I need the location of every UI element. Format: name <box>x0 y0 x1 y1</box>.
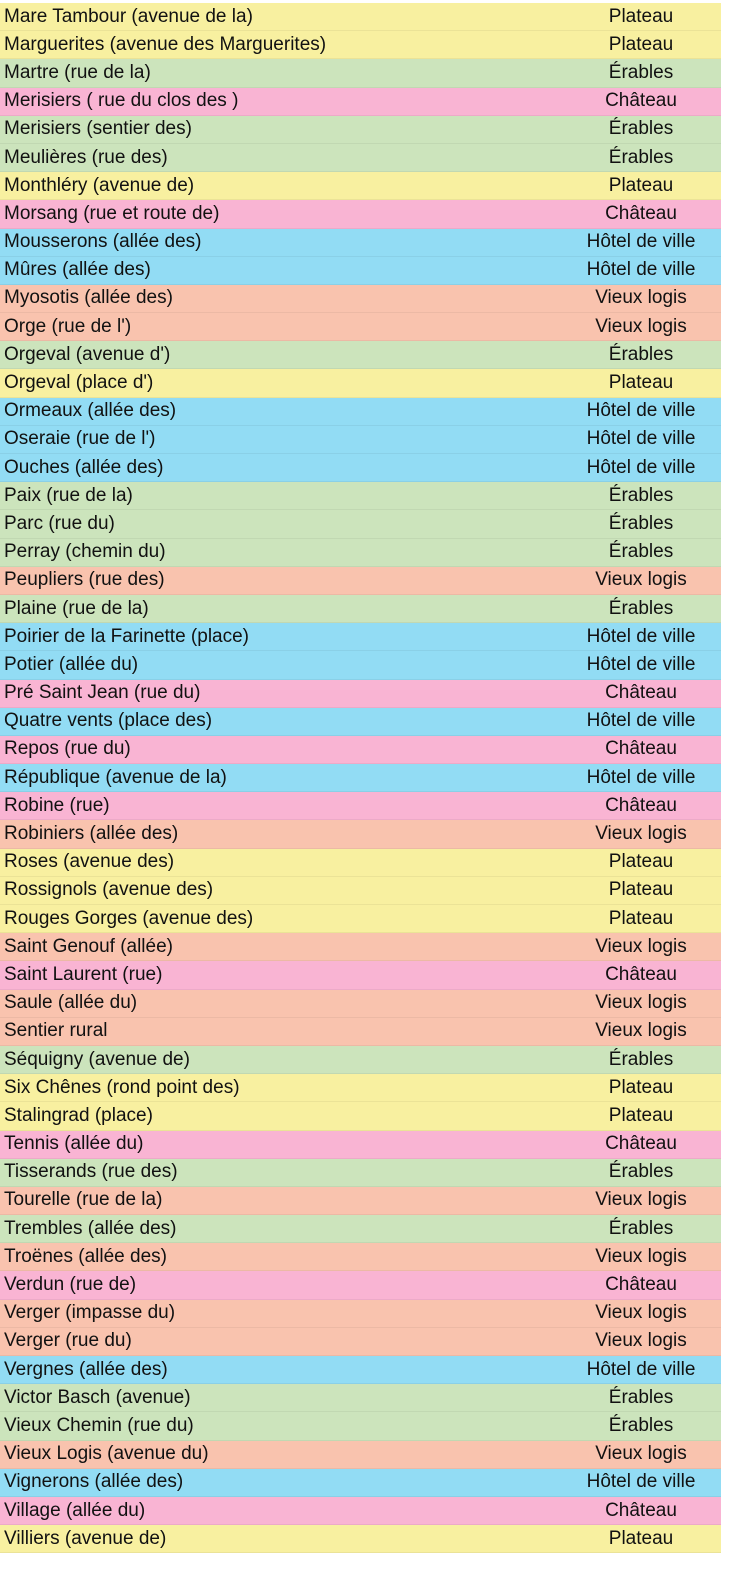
table-row <box>0 1497 721 1525</box>
district-cell: Vieux logis <box>595 823 687 845</box>
street-name-cell: Tennis (allée du) <box>4 1133 144 1155</box>
district-cell: Vieux logis <box>595 1443 687 1465</box>
table-row <box>0 454 721 482</box>
street-name-cell: Orgeval (avenue d') <box>4 343 171 365</box>
district-cell: Érables <box>608 512 674 534</box>
district-cell: Vieux logis <box>595 287 687 309</box>
table-row <box>0 285 721 313</box>
table-row <box>0 567 721 595</box>
district-cell: Plateau <box>608 907 674 929</box>
table-row <box>0 1356 721 1384</box>
table-row <box>0 792 721 820</box>
street-name-cell: Six Chênes (rond point des) <box>4 1076 240 1098</box>
street-name-cell: Ormeaux (allée des) <box>4 400 177 422</box>
district-cell: Hôtel de ville <box>586 653 696 675</box>
table-row <box>0 3 721 31</box>
street-name-cell: Orge (rue de l') <box>4 315 132 337</box>
table-row <box>0 1469 721 1497</box>
street-name-cell: Morsang (rue et route de) <box>4 202 220 224</box>
table-row <box>0 1215 721 1243</box>
street-name-cell: Villiers (avenue de) <box>4 1527 167 1549</box>
street-name-cell: Saint Genouf (allée) <box>4 935 173 957</box>
table-row <box>0 31 721 59</box>
street-name-cell: Rossignols (avenue des) <box>4 879 214 901</box>
table-row <box>0 398 721 426</box>
street-name-cell: Roses (avenue des) <box>4 851 175 873</box>
district-cell: Érables <box>608 1386 674 1408</box>
district-cell: Érables <box>608 118 674 140</box>
district-cell: Érables <box>608 61 674 83</box>
district-cell: Érables <box>608 597 674 619</box>
district-cell: Plateau <box>608 1076 674 1098</box>
street-district-table <box>0 3 721 1553</box>
table-row <box>0 539 721 567</box>
district-cell: Vieux logis <box>595 1020 687 1042</box>
table-row <box>0 1159 721 1187</box>
district-cell: Hôtel de ville <box>586 710 696 732</box>
table-row <box>0 680 721 708</box>
district-cell: Érables <box>608 146 674 168</box>
district-cell: Érables <box>608 343 674 365</box>
street-name-cell: Tisserands (rue des) <box>4 1161 178 1183</box>
district-cell: Hôtel de ville <box>586 231 696 253</box>
table-row <box>0 708 721 736</box>
district-cell: Hôtel de ville <box>586 766 696 788</box>
street-name-cell: Verger (rue du) <box>4 1330 132 1352</box>
table-row <box>0 651 721 679</box>
table-row <box>0 1271 721 1299</box>
street-name-cell: Orgeval (place d') <box>4 372 154 394</box>
street-name-cell: Verger (impasse du) <box>4 1302 176 1324</box>
district-cell: Plateau <box>608 33 674 55</box>
district-cell: Château <box>605 682 677 704</box>
street-name-cell: Myosotis (allée des) <box>4 287 173 309</box>
table-row <box>0 200 721 228</box>
street-name-cell: Verdun (rue de) <box>4 1274 137 1296</box>
table-row <box>0 849 721 877</box>
table-row <box>0 172 721 200</box>
table-row <box>0 990 721 1018</box>
table-row <box>0 736 721 764</box>
street-name-cell: Potier (allée du) <box>4 653 139 675</box>
table-row <box>0 1243 721 1271</box>
street-name-cell: Merisiers (sentier des) <box>4 118 192 140</box>
district-cell: Plateau <box>608 1104 674 1126</box>
table-row <box>0 1412 721 1440</box>
table-row <box>0 88 721 116</box>
table-row <box>0 764 721 792</box>
table-row <box>0 257 721 285</box>
district-cell: Vieux logis <box>595 935 687 957</box>
street-name-cell: Oseraie (rue de l') <box>4 428 156 450</box>
district-cell: Vieux logis <box>595 1189 687 1211</box>
district-cell: Château <box>605 963 677 985</box>
table-row <box>0 595 721 623</box>
table-row <box>0 229 721 257</box>
street-name-cell: Merisiers ( rue du clos des ) <box>4 90 239 112</box>
district-cell: Vieux logis <box>595 992 687 1014</box>
table-row <box>0 144 721 172</box>
street-name-cell: Rouges Gorges (avenue des) <box>4 907 254 929</box>
table-row <box>0 341 721 369</box>
street-name-cell: Saule (allée du) <box>4 992 138 1014</box>
district-cell: Érables <box>608 541 674 563</box>
street-name-cell: Tourelle (rue de la) <box>4 1189 163 1211</box>
street-name-cell: Mûres (allée des) <box>4 259 151 281</box>
street-name-cell: Marguerites (avenue des Marguerites) <box>4 33 327 55</box>
street-name-cell: Victor Basch (avenue) <box>4 1386 191 1408</box>
street-name-cell: Martre (rue de la) <box>4 61 151 83</box>
street-name-cell: Repos (rue du) <box>4 738 131 760</box>
district-cell: Érables <box>608 1048 674 1070</box>
street-name-cell: Stalingrad (place) <box>4 1104 153 1126</box>
street-name-cell: Vieux Logis (avenue du) <box>4 1443 209 1465</box>
street-name-cell: République (avenue de la) <box>4 766 227 788</box>
table-row <box>0 426 721 454</box>
district-cell: Hôtel de ville <box>586 456 696 478</box>
table-row <box>0 1074 721 1102</box>
table-row <box>0 961 721 989</box>
street-name-cell: Trembles (allée des) <box>4 1217 177 1239</box>
street-name-cell: Saint Laurent (rue) <box>4 963 163 985</box>
street-name-cell: Vergnes (allée des) <box>4 1358 168 1380</box>
street-name-cell: Mare Tambour (avenue de la) <box>4 5 253 27</box>
street-name-cell: Plaine (rue de la) <box>4 597 149 619</box>
street-name-cell: Perray (chemin du) <box>4 541 166 563</box>
district-cell: Château <box>605 90 677 112</box>
street-name-cell: Troënes (allée des) <box>4 1245 167 1267</box>
district-cell: Vieux logis <box>595 569 687 591</box>
table-row <box>0 510 721 538</box>
street-name-cell: Ouches (allée des) <box>4 456 164 478</box>
street-name-cell: Monthléry (avenue de) <box>4 174 195 196</box>
street-name-cell: Robiniers (allée des) <box>4 823 179 845</box>
district-cell: Plateau <box>608 5 674 27</box>
street-name-cell: Poirier de la Farinette (place) <box>4 625 249 647</box>
table-row <box>0 1300 721 1328</box>
district-cell: Érables <box>608 1414 674 1436</box>
table-row <box>0 1018 721 1046</box>
district-cell: Vieux logis <box>595 1245 687 1267</box>
table-row <box>0 905 721 933</box>
district-cell: Vieux logis <box>595 315 687 337</box>
table-row <box>0 1384 721 1412</box>
district-cell: Vieux logis <box>595 1330 687 1352</box>
street-name-cell: Vignerons (allée des) <box>4 1471 184 1493</box>
table-row <box>0 1131 721 1159</box>
district-cell: Plateau <box>608 879 674 901</box>
district-cell: Érables <box>608 1217 674 1239</box>
street-name-cell: Parc (rue du) <box>4 512 115 534</box>
street-name-cell: Robine (rue) <box>4 794 110 816</box>
table-row <box>0 482 721 510</box>
table-row <box>0 1328 721 1356</box>
district-cell: Érables <box>608 484 674 506</box>
table-row <box>0 1046 721 1074</box>
table-row <box>0 369 721 397</box>
table-row <box>0 820 721 848</box>
table-row <box>0 933 721 961</box>
table-row <box>0 1102 721 1130</box>
district-cell: Plateau <box>608 372 674 394</box>
district-cell: Plateau <box>608 1527 674 1549</box>
district-cell: Château <box>605 1133 677 1155</box>
district-cell: Château <box>605 794 677 816</box>
district-cell: Érables <box>608 1161 674 1183</box>
table-row <box>0 313 721 341</box>
street-name-cell: Sentier rural <box>4 1020 108 1042</box>
table-row <box>0 877 721 905</box>
district-cell: Hôtel de ville <box>586 1471 696 1493</box>
street-name-cell: Village (allée du) <box>4 1499 146 1521</box>
district-cell: Plateau <box>608 851 674 873</box>
district-cell: Hôtel de ville <box>586 1358 696 1380</box>
district-cell: Château <box>605 202 677 224</box>
district-cell: Hôtel de ville <box>586 428 696 450</box>
street-name-cell: Mousserons (allée des) <box>4 231 202 253</box>
table-row <box>0 116 721 144</box>
street-name-cell: Paix (rue de la) <box>4 484 133 506</box>
table-row <box>0 623 721 651</box>
district-cell: Château <box>605 1499 677 1521</box>
district-cell: Plateau <box>608 174 674 196</box>
district-cell: Hôtel de ville <box>586 259 696 281</box>
district-cell: Château <box>605 1274 677 1296</box>
street-name-cell: Pré Saint Jean (rue du) <box>4 682 201 704</box>
street-name-cell: Peupliers (rue des) <box>4 569 165 591</box>
table-row <box>0 1525 721 1553</box>
district-cell: Vieux logis <box>595 1302 687 1324</box>
street-name-cell: Séquigny (avenue de) <box>4 1048 190 1070</box>
table-row <box>0 1441 721 1469</box>
street-name-cell: Vieux Chemin (rue du) <box>4 1414 194 1436</box>
table-row <box>0 1187 721 1215</box>
street-name-cell: Quatre vents (place des) <box>4 710 213 732</box>
district-cell: Hôtel de ville <box>586 400 696 422</box>
district-cell: Château <box>605 738 677 760</box>
street-name-cell: Meulières (rue des) <box>4 146 168 168</box>
district-cell: Hôtel de ville <box>586 625 696 647</box>
table-row <box>0 59 721 87</box>
